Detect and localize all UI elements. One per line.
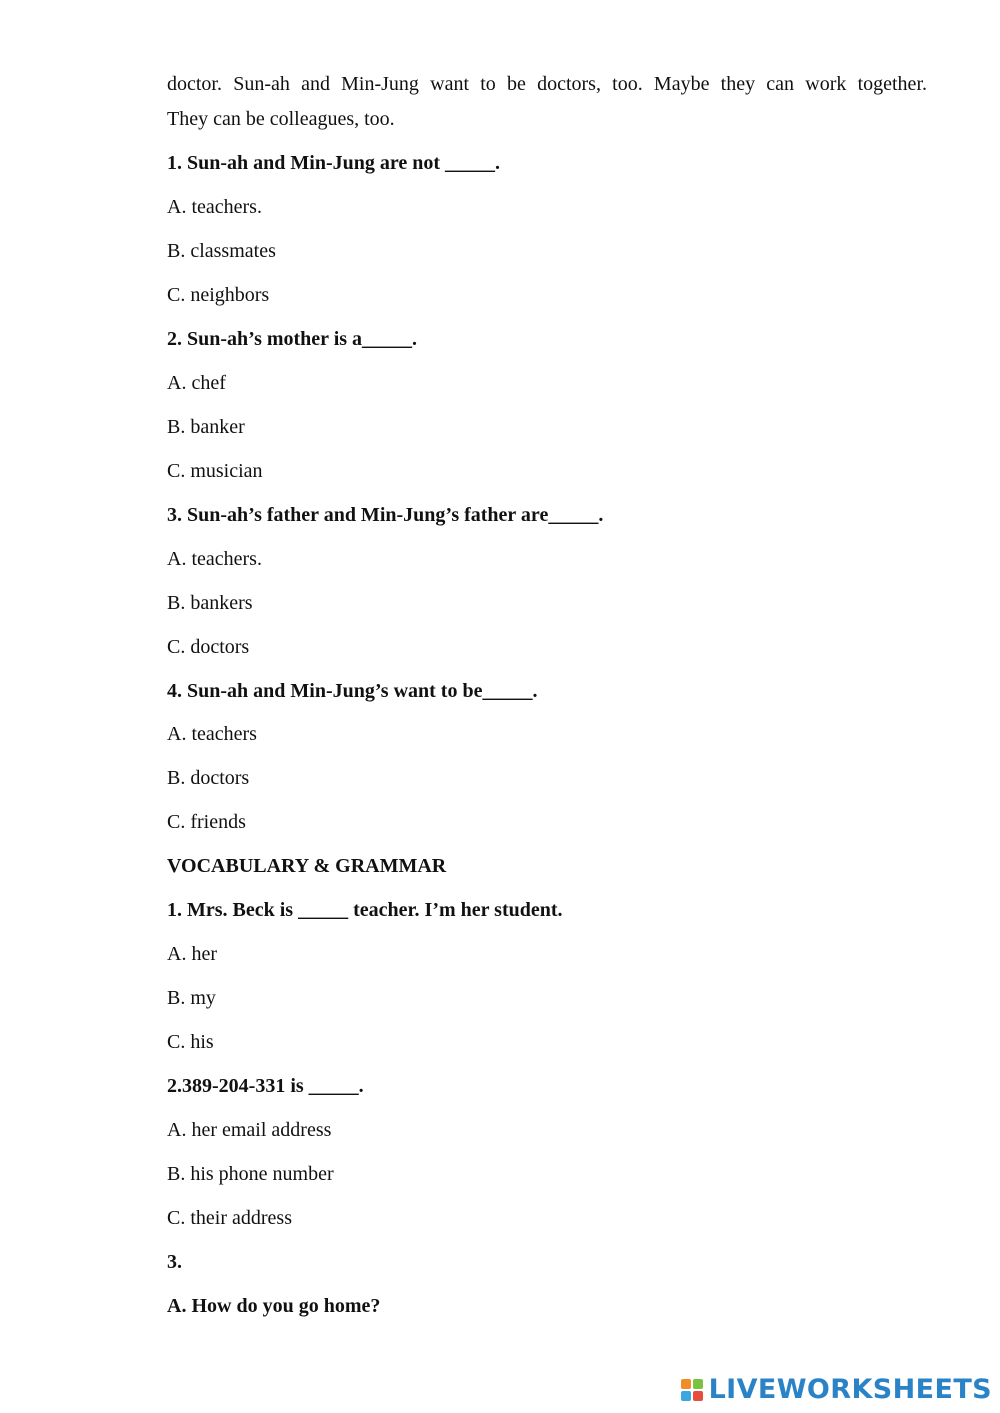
question-3-option-c[interactable]: C. doctors [167, 636, 250, 658]
liveworksheets-logo-icon [681, 1379, 703, 1401]
section-heading-vocabulary-grammar: VOCABULARY & GRAMMAR [167, 855, 447, 877]
question-4-option-c[interactable]: C. friends [167, 811, 246, 833]
logo-square-red [693, 1391, 703, 1401]
logo-square-green [693, 1379, 703, 1389]
vocab-question-2-option-c[interactable]: C. their address [167, 1207, 292, 1229]
vocab-question-1-option-b[interactable]: B. my [167, 987, 216, 1009]
liveworksheets-logo [681, 1375, 992, 1405]
question-4-option-a[interactable]: A. teachers [167, 723, 257, 745]
question-1: 1. Sun-ah and Min-Jung are not _____. [167, 152, 501, 174]
question-3-option-b[interactable]: B. bankers [167, 592, 253, 614]
question-1-option-a[interactable]: A. teachers. [167, 196, 262, 218]
question-2-option-b[interactable]: B. banker [167, 416, 245, 438]
question-2: 2. Sun-ah’s mother is a_____. [167, 328, 418, 350]
question-1-option-b[interactable]: B. classmates [167, 240, 276, 262]
question-4: 4. Sun-ah and Min-Jung’s want to be_____. [167, 680, 538, 702]
vocab-question-2-option-a[interactable]: A. her email address [167, 1119, 332, 1141]
vocab-question-1-option-c[interactable]: C. his [167, 1031, 214, 1053]
question-3: 3. Sun-ah’s father and Min-Jung’s father are_____. [167, 504, 604, 526]
question-2-option-c[interactable]: C. musician [167, 460, 263, 482]
liveworksheets-logo-text: LIVEWORKSHEETS [708, 1374, 992, 1405]
question-3-option-a[interactable]: A. teachers. [167, 548, 262, 570]
vocab-question-1-option-a[interactable]: A. her [167, 943, 217, 965]
vocab-question-2-option-b[interactable]: B. his phone number [167, 1163, 334, 1185]
vocab-question-3-line-a: A. How do you go home? [167, 1295, 381, 1317]
vocab-question-3-number: 3. [167, 1251, 182, 1273]
vocab-question-1: 1. Mrs. Beck is _____ teacher. I’m her student. [167, 899, 563, 921]
question-1-option-c[interactable]: C. neighbors [167, 284, 270, 306]
passage-line-2: They can be colleagues, too. [167, 108, 395, 130]
question-2-option-a[interactable]: A. chef [167, 372, 226, 394]
question-4-option-b[interactable]: B. doctors [167, 767, 250, 789]
vocab-question-2: 2.389-204-331 is _____. [167, 1075, 364, 1097]
logo-square-blue [681, 1391, 691, 1401]
passage-line-1: doctor. Sun-ah and Min-Jung want to be doctors, too. Maybe they can work together. [167, 73, 927, 95]
logo-square-orange [681, 1379, 691, 1389]
